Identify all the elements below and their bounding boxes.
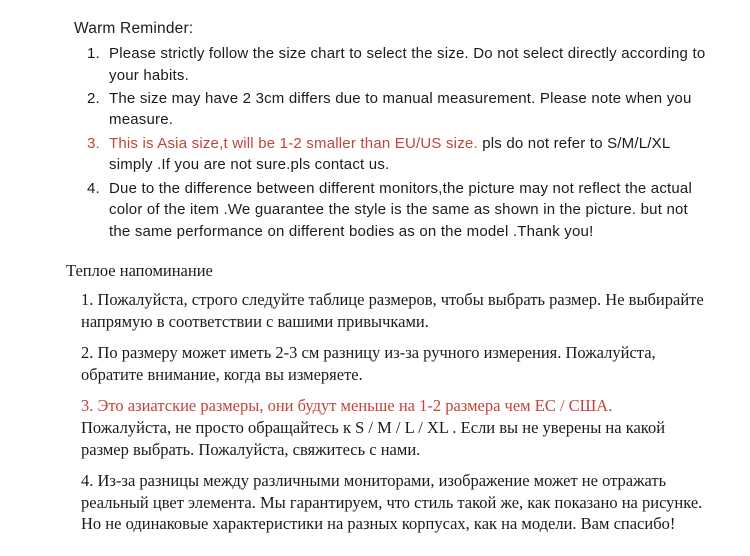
english-item-1-number: 1. <box>87 45 100 63</box>
english-item-1-text: Please strictly follow the size chart to select the size. Do not select directly according to your habits. <box>109 45 706 84</box>
english-item-4-text: Due to the difference between different monitors,the picture may not reflect the actual color of the item .We guarantee the style is the same as shown in the picture. but not the same performance on different bodies as on the model .Thank you! <box>109 179 693 240</box>
russian-item-3-rest-text: Пожалуйста, не просто обращайтесь к S / M / L / XL . Если вы не уверены на какой размер выбрать. Пожалуйста, свяжитесь с нами. <box>81 417 666 459</box>
english-item-1 <box>87 43 712 86</box>
english-item-4 <box>87 178 712 242</box>
english-item-3-rest-text: pls do not refer to S/M/L/XL simply .If you are not sure.pls contact us. <box>109 134 670 174</box>
english-item-2-text: The size may have 2 3cm differs due to manual measurement. Please note when you measure. <box>109 90 692 129</box>
russian-item-2-text: 2. По размеру может иметь 2-3 см разницу из-за ручного измерения. Пожалуйста, обратите внимание, когда вы измеряете. <box>81 342 656 384</box>
russian-reminder-section <box>0 244 750 535</box>
english-reminder-section <box>0 18 750 242</box>
english-item-3-text <box>109 133 712 176</box>
russian-item-1-text: 1. Пожалуйста, строго следуйте таблице размеров, чтобы выбрать размер. Не выбирайте напрямую в соответствии с вашими привычками. <box>81 290 704 331</box>
english-item-2-number: 2. <box>87 90 100 108</box>
english-item-2 <box>87 88 712 131</box>
russian-item-4-text: 4. Из-за разницы между различными мониторами, изображение может не отражать реальный цвет элемента. Мы гарантируем, что стиль такой же, как показано на рисунке. Но не одинаковые характеристики на разных корпусах, как на модели. Вам спасибо! <box>81 470 703 534</box>
russian-title: Теплое напоминание <box>66 261 213 281</box>
english-title: Warm Reminder: <box>74 20 194 37</box>
russian-item-3-text <box>81 395 708 461</box>
english-item-4-number: 4. <box>87 179 100 197</box>
english-item-3-red-text: This is Asia size,t will be 1-2 smaller than EU/US size. <box>109 134 478 152</box>
english-item-3 <box>87 133 712 176</box>
russian-item-3-red-text: 3. Это азиатские размеры, они будут меньше на 1-2 размера чем ЕС / США. <box>81 395 613 415</box>
english-item-3-number: 3. <box>87 134 100 152</box>
